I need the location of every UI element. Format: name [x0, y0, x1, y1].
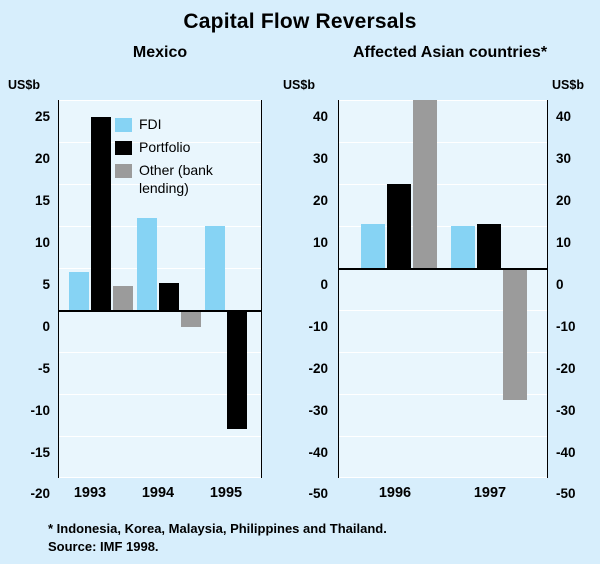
footnote-line-2: Source: IMF 1998. — [48, 539, 159, 554]
ytick-asia-right: 10 — [556, 235, 572, 250]
plot-area-mexico — [58, 100, 262, 478]
ytick-asia-left: -40 — [308, 445, 328, 460]
bar-asia-1997-fdi — [451, 226, 475, 268]
legend-label-other-cont: lending) — [139, 180, 189, 196]
bar-asia-1996-other — [413, 100, 437, 268]
legend-label-portfolio: Portfolio — [139, 139, 191, 155]
page-title: Capital Flow Reversals — [183, 10, 417, 33]
ytick-asia-left: 20 — [312, 193, 328, 208]
ytick-asia-left: -30 — [308, 403, 328, 418]
ytick-asia-right: -10 — [556, 319, 576, 334]
ytick-mexico: 5 — [42, 277, 50, 292]
gridline — [339, 436, 547, 437]
axis-unit-right-asia: US$b — [552, 78, 584, 92]
xlabel-asia-1996: 1996 — [378, 485, 412, 501]
ytick-mexico: 20 — [34, 151, 50, 166]
bar-mexico-1995-fdi — [205, 226, 225, 310]
bar-mexico-1993-other — [113, 286, 133, 310]
bar-asia-1997-other — [503, 268, 527, 400]
gridline — [59, 226, 261, 227]
panel-title-mexico: Mexico — [132, 44, 188, 61]
ytick-asia-right: 20 — [556, 193, 572, 208]
footnote-line-1: * Indonesia, Korea, Malaysia, Philippines and Thailand. — [48, 521, 387, 536]
ytick-mexico: 25 — [34, 109, 50, 124]
bar-mexico-1995-portfolio — [227, 310, 247, 429]
ytick-mexico: 15 — [34, 193, 50, 208]
bar-mexico-1993-portfolio — [91, 117, 111, 310]
zero-line-mexico — [59, 310, 261, 312]
ytick-asia-right: -20 — [556, 361, 576, 376]
gridline — [339, 142, 547, 143]
xlabel-mexico-1993: 1993 — [73, 485, 107, 501]
bar-mexico-1994-other — [181, 310, 201, 327]
gridline — [339, 184, 547, 185]
gridline — [339, 477, 547, 478]
ytick-asia-right: 30 — [556, 151, 572, 166]
ytick-asia-right: -30 — [556, 403, 576, 418]
axis-unit-left-mexico: US$b — [8, 78, 40, 92]
xlabel-mexico-1995: 1995 — [209, 485, 243, 501]
ytick-mexico: -10 — [30, 403, 50, 418]
ytick-asia-left: 0 — [320, 277, 328, 292]
legend-swatch-other — [115, 164, 132, 178]
gridline — [59, 477, 261, 478]
plot-area-asia — [338, 100, 548, 478]
ytick-asia-left: -50 — [308, 486, 328, 501]
ytick-mexico: -15 — [30, 445, 50, 460]
legend-label-fdi: FDI — [139, 116, 162, 132]
bar-asia-1996-portfolio — [387, 184, 411, 268]
legend-swatch-fdi — [115, 118, 132, 132]
ytick-asia-left: -20 — [308, 361, 328, 376]
xlabel-mexico-1994: 1994 — [141, 485, 175, 501]
legend-label-other: Other (bank — [139, 162, 213, 178]
ytick-mexico: -5 — [37, 361, 50, 376]
bar-mexico-1993-fdi — [69, 272, 89, 310]
ytick-asia-right: -50 — [556, 486, 576, 501]
ytick-asia-left: 10 — [312, 235, 328, 250]
ytick-asia-left: 30 — [312, 151, 328, 166]
xlabel-asia-1997: 1997 — [473, 485, 507, 501]
ytick-asia-right: 40 — [556, 109, 572, 124]
bar-mexico-1994-fdi — [137, 218, 157, 310]
zero-line-asia — [339, 268, 547, 270]
ytick-mexico: 0 — [42, 319, 50, 334]
bar-mexico-1994-portfolio — [159, 283, 179, 310]
gridline — [59, 436, 261, 437]
ytick-asia-right: -40 — [556, 445, 576, 460]
ytick-mexico: -20 — [30, 486, 50, 501]
bar-asia-1996-fdi — [361, 224, 385, 268]
gridline — [59, 100, 261, 101]
ytick-asia-right: 0 — [556, 277, 564, 292]
ytick-asia-left: 40 — [312, 109, 328, 124]
bar-asia-1997-portfolio — [477, 224, 501, 268]
axis-unit-left-asia: US$b — [283, 78, 315, 92]
gridline — [59, 268, 261, 269]
legend-swatch-portfolio — [115, 141, 132, 155]
ytick-mexico: 10 — [34, 235, 50, 250]
panel-title-asia: Affected Asian countries* — [352, 44, 548, 61]
ytick-asia-left: -10 — [308, 319, 328, 334]
gridline — [339, 100, 547, 101]
